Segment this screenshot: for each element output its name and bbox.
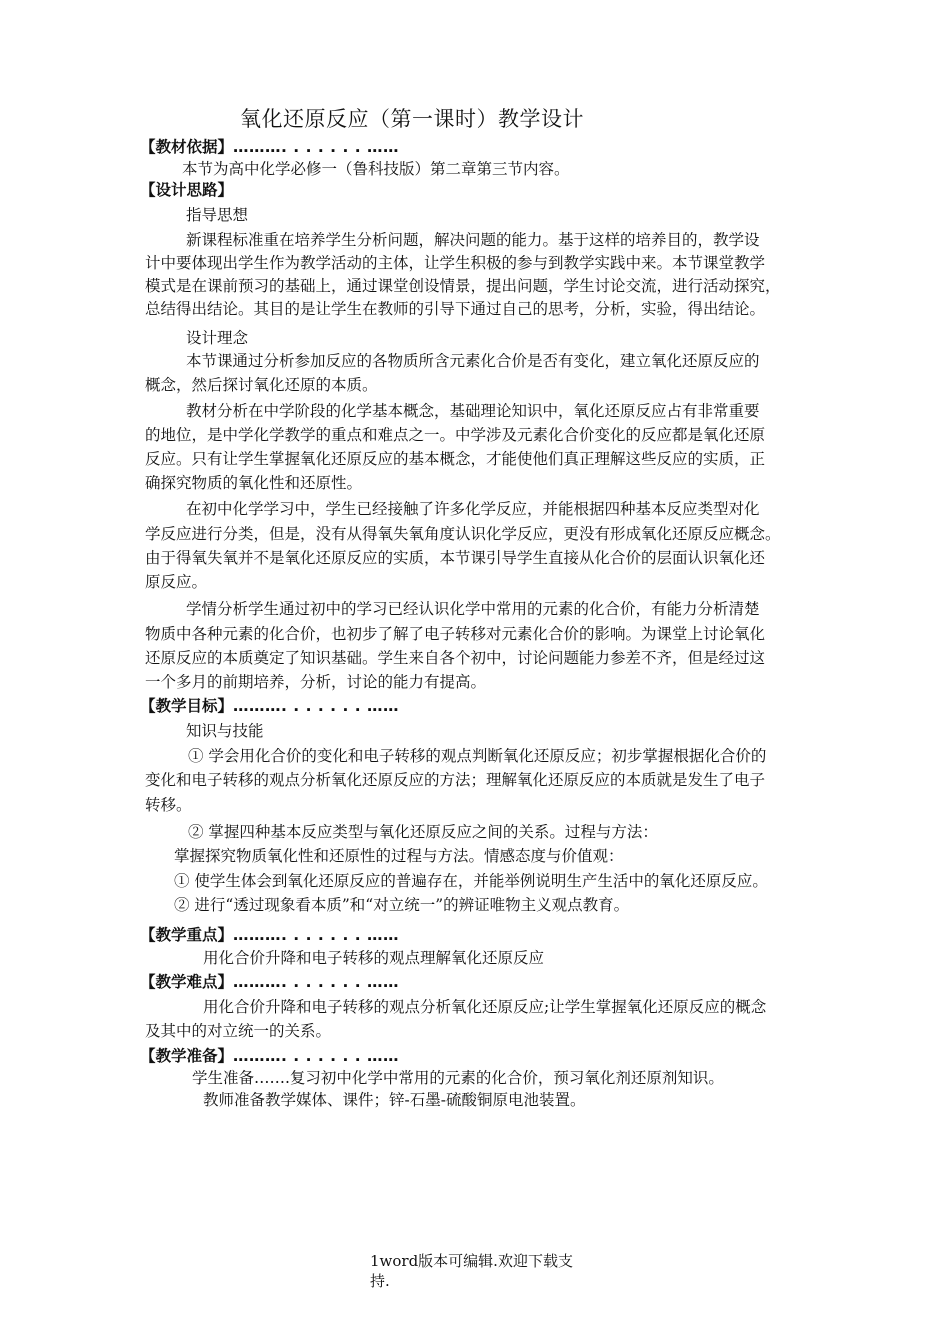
paragraph-line: 本节为高中化学必修一（鲁科技版）第二章第三节内容。 <box>182 160 570 178</box>
paragraph-line: 一个多月的前期培养，分析，讨论的能力有提高。 <box>145 673 487 691</box>
section-heading-difficulties <box>140 972 399 992</box>
heading-text: 【教学准备】 <box>140 1047 234 1065</box>
paragraph-line: 概念，然后探讨氧化还原的本质。 <box>145 376 378 394</box>
paragraph-line: 转移。 <box>145 796 192 814</box>
paragraph-line: 物质中各种元素的化合价，也初步了解了电子转移对元素化合价的影响。为课堂上讨论氧化 <box>145 625 766 643</box>
leader-dots: ………. . . . . . . …… <box>233 697 400 715</box>
paragraph-line: 掌握探究物质氧化性和还原性的过程与方法。情感态度与价值观： <box>174 847 624 865</box>
paragraph-line: 原反应。 <box>145 573 208 591</box>
section-heading-key-points <box>140 925 399 945</box>
paragraph-line: 本节课通过分析参加反应的各物质所含元素化合价是否有变化，建立氧化还原反应的 <box>186 352 760 370</box>
paragraph-line: 反应。只有让学生掌握氧化还原反应的基本概念，才能使他们真正理解这些反应的实质，正 <box>145 450 766 468</box>
paragraph-line: 用化合价升降和电子转移的观点分析氧化还原反应;让学生掌握氧化还原反应的概念 <box>203 998 767 1016</box>
paragraph-line: 计中要体现出学生作为教学活动的主体，让学生积极的参与到教学实践中来。本节课堂教学 <box>145 254 766 272</box>
section-heading-basis <box>140 137 399 157</box>
paragraph-line: 变化和电子转移的观点分析氧化还原反应的方法；理解氧化还原反应的本质就是发生了电子 <box>145 771 766 789</box>
heading-text: 【教学难点】 <box>140 973 234 991</box>
paragraph-line: ② 进行“透过现象看本质”和“对立统一”的辨证唯物主义观点教育。 <box>174 896 630 914</box>
section-heading-goals <box>140 696 399 716</box>
paragraph-line: 由于得氧失氧并不是氧化还原反应的实质，本节课引导学生直接从化合价的层面认识氧化还 <box>145 549 766 567</box>
paragraph-line: 学情分析学生通过初中的学习已经认识化学中常用的元素的化合价，有能力分析清楚 <box>186 600 760 618</box>
heading-text: 【教学重点】 <box>140 926 234 944</box>
paragraph-line: 模式是在课前预习的基础上，通过课堂创设情景，提出问题，学生讨论交流，进行活动探究， <box>145 277 781 295</box>
paragraph-line: 教材分析在中学阶段的化学基本概念，基础理论知识中，氧化还原反应占有非常重要 <box>186 402 760 420</box>
paragraph-line: ① 学会用化合价的变化和电子转移的观点判断氧化还原反应；初步掌握根据化合价的 <box>188 747 767 765</box>
heading-text: 【教学目标】 <box>140 697 234 715</box>
paragraph-line: ② 掌握四种基本反应类型与氧化还原反应之间的关系。过程与方法： <box>188 823 658 841</box>
paragraph-line: 确探究物质的氧化性和还原性。 <box>145 474 363 492</box>
leader-dots: ………. . . . . . . …… <box>233 138 400 156</box>
paragraph-line: 总结得出结论。其目的是让学生在教师的引导下通过自己的思考，分析，实验，得出结论。 <box>145 300 766 318</box>
paragraph-line: 在初中化学学习中，学生已经接触了许多化学反应，并能根据四种基本反应类型对化 <box>186 500 760 518</box>
page-footer-line: 1word版本可编辑.欢迎下载支 <box>370 1252 573 1270</box>
paragraph-line: 还原反应的本质奠定了知识基础。学生来自各个初中，讨论问题能力参差不齐，但是经过这 <box>145 649 766 667</box>
leader-dots: ………. . . . . . . …… <box>233 926 400 944</box>
paragraph-line: 新课程标准重在培养学生分析问题，解决问题的能力。基于这样的培养目的，教学设 <box>186 231 760 249</box>
paragraph-line: 用化合价升降和电子转移的观点理解氧化还原反应 <box>203 949 545 967</box>
page-footer-line: 持. <box>370 1272 390 1290</box>
paragraph-line: 的地位，是中学化学教学的重点和难点之一。中学涉及元素化合价变化的反应都是氧化还原 <box>145 426 766 444</box>
section-heading-preparation <box>140 1046 399 1066</box>
subheading-design-concept: 设计理念 <box>186 329 249 347</box>
document-title: 氧化还原反应（第一课时）教学设计 <box>240 107 584 131</box>
paragraph-line: ① 使学生体会到氧化还原反应的普遍存在，并能举例说明生产生活中的氧化还原反应。 <box>174 872 768 890</box>
subheading-guiding-idea: 指导思想 <box>186 206 249 224</box>
subheading-knowledge-skills: 知识与技能 <box>186 722 264 740</box>
leader-dots: ………. . . . . . . …… <box>233 973 400 991</box>
heading-text: 【教材依据】 <box>140 138 234 156</box>
paragraph-line: 及其中的对立统一的关系。 <box>145 1022 332 1040</box>
leader-dots: ………. . . . . . . …… <box>233 1047 400 1065</box>
paragraph-line: 教师准备教学媒体、课件；锌-石墨-硫酸铜原电池装置。 <box>203 1091 586 1109</box>
paragraph-line: 学反应进行分类，但是，没有从得氧失氧角度认识化学反应，更没有形成氧化还原反应概念。 <box>145 525 781 543</box>
paragraph-line: 学生准备…….复习初中化学中常用的元素的化合价，预习氧化剂还原剂知识。 <box>192 1069 724 1087</box>
section-heading-design-idea: 【设计思路】 <box>140 181 234 199</box>
